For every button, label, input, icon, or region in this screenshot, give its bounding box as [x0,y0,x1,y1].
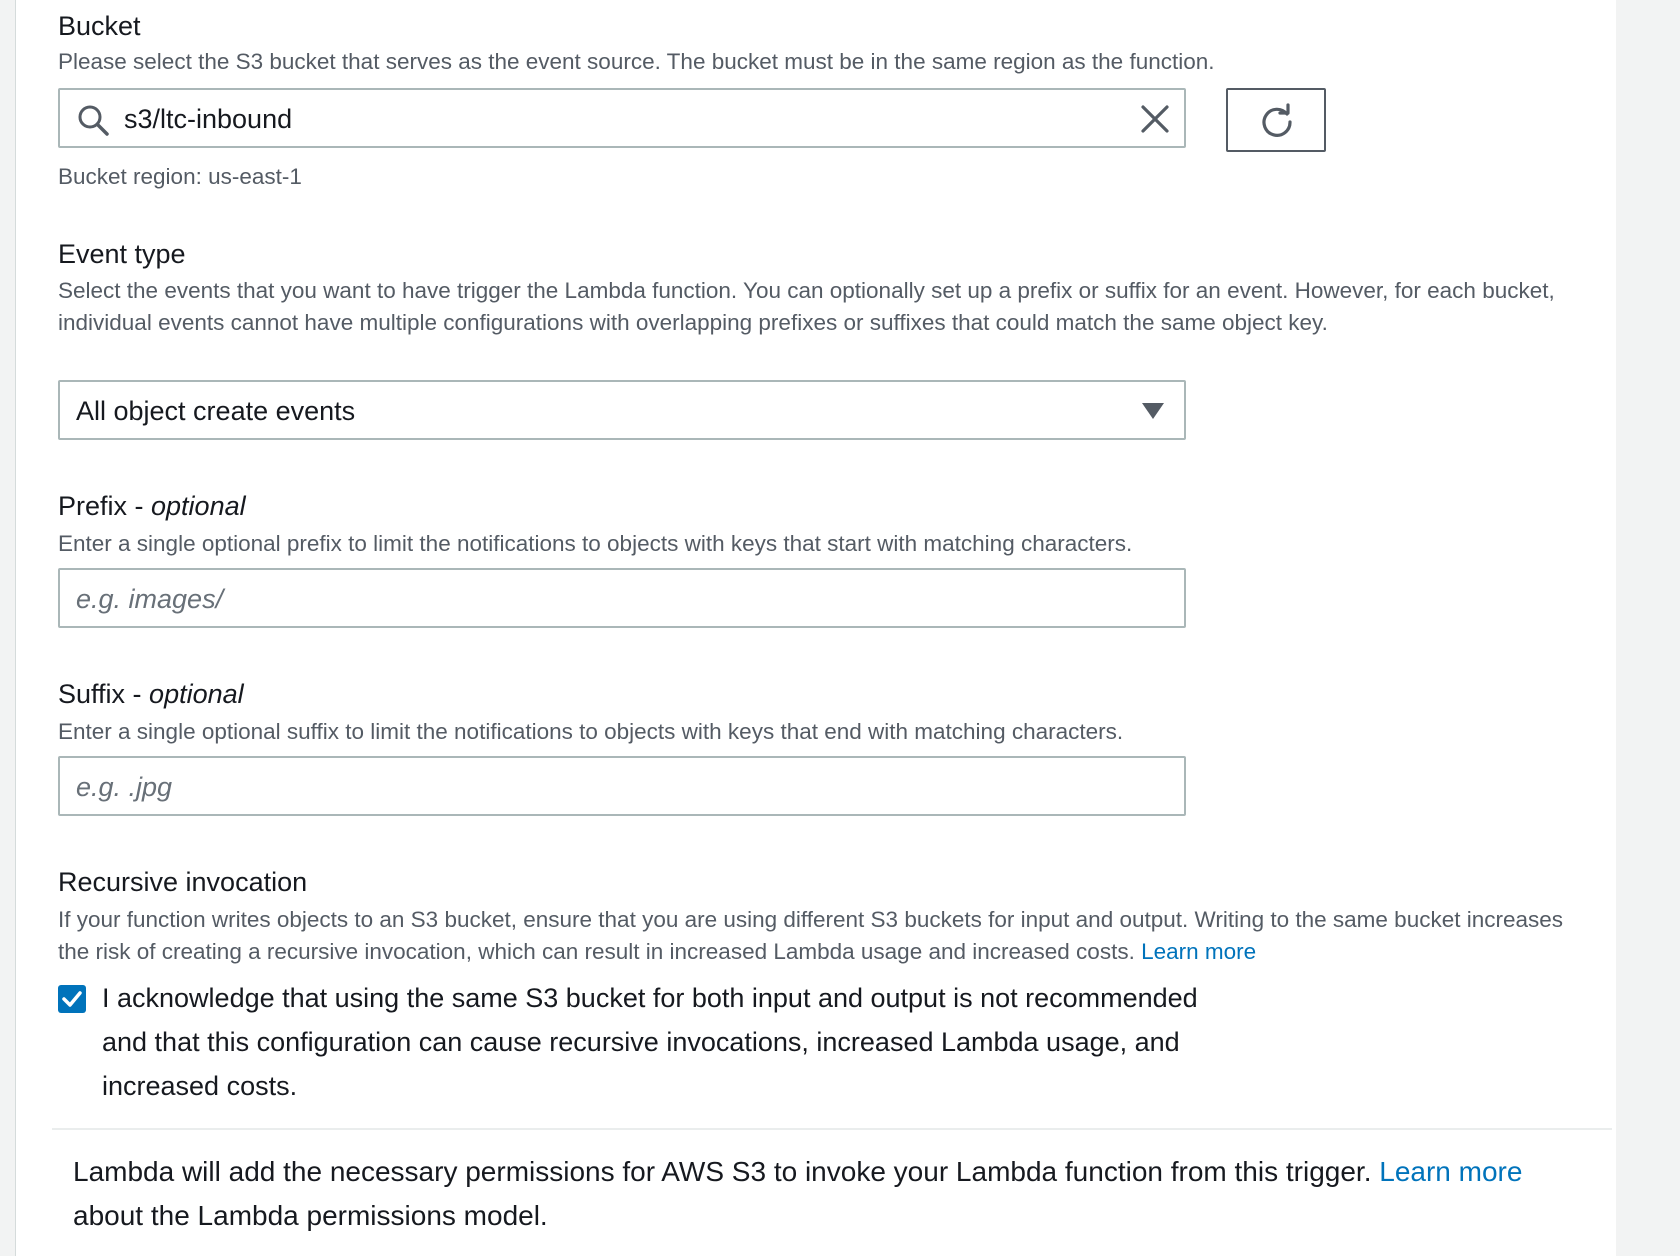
bucket-label: Bucket [58,11,141,41]
recursive-invocation-description [58,904,1588,968]
permissions-note-text: Lambda will add the necessary permissions for AWS S3 to invoke your Lambda function from this trigger. [73,1156,1372,1187]
suffix-input-placeholder: e.g. .jpg [76,772,173,802]
event-type-description: Select the events that you want to have trigger the Lambda function. You can optionally set up a prefix or suffix for an event. However, for each bucket, individual events cannot have multiple configurations with overlapping prefixes or suffixes that could match the same object key. [58,278,1555,335]
recursive-description-text: If your function writes objects to an S3 bucket, ensure that you are using different S3 buckets for input and output. Writing to the same bucket increases the risk of creating a recursive invocation, which can result in increased Lambda usage and increased costs. [58,907,1564,964]
suffix-input[interactable] [58,756,1186,816]
refresh-icon [1259,103,1295,139]
prefix-optional-tag: optional [151,491,246,521]
suffix-label [58,678,244,710]
prefix-description: Enter a single optional prefix to limit the notifications to objects with keys that start with matching characters. [58,531,1133,556]
bucket-region-note: Bucket region: us-east-1 [58,164,302,189]
permissions-note [73,1150,1593,1238]
bucket-search-value[interactable]: s3/ltc-inbound [124,104,293,134]
prefix-input-placeholder: e.g. images/ [76,584,224,614]
acknowledge-checkbox-label[interactable]: I acknowledge that using the same S3 bucket for both input and output is not recommended and that this configuration can cause recursive invocations, increased Lambda usage, and increased costs. [102,983,1198,1101]
caret-down-icon [1140,400,1166,422]
suffix-optional-tag: optional [149,679,244,709]
recursive-learn-more-link[interactable]: Learn more [1141,939,1257,964]
event-type-selected-value: All object create events [76,396,356,426]
right-gutter [1616,0,1680,1256]
event-type-select[interactable] [58,380,1186,440]
close-icon[interactable] [1140,104,1170,134]
event-type-label: Event type [58,239,186,269]
search-icon [76,103,110,137]
checkmark-icon [58,985,86,1013]
permissions-learn-more-link[interactable]: Learn more [1379,1156,1523,1187]
bucket-description: Please select the S3 bucket that serves as the event source. The bucket must be in the same region as the function. [58,49,1215,74]
section-divider [52,1128,1612,1130]
acknowledge-checkbox[interactable] [58,985,86,1013]
prefix-label-text: Prefix - [58,491,152,521]
refresh-button[interactable] [1226,88,1326,152]
permissions-note-text-after: about the Lambda permissions model. [73,1200,548,1231]
prefix-label [58,490,246,522]
bucket-search-field[interactable] [58,88,1186,148]
prefix-input[interactable] [58,568,1186,628]
suffix-description: Enter a single optional suffix to limit the notifications to objects with keys that end with matching characters. [58,719,1124,744]
suffix-label-text: Suffix - [58,679,150,709]
trigger-configuration-panel [15,0,1617,1256]
recursive-invocation-label: Recursive invocation [58,867,308,897]
